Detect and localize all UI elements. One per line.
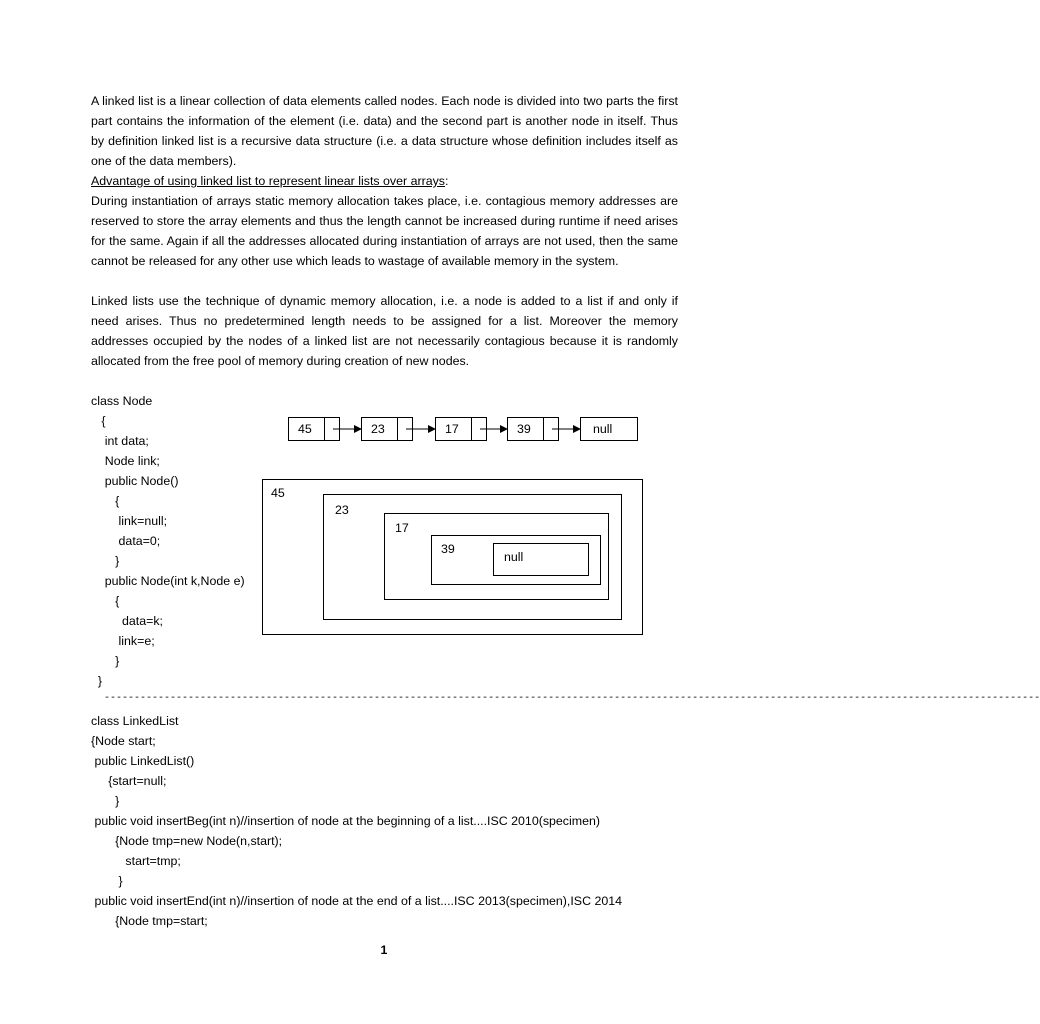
list-node xyxy=(507,417,559,441)
list-node-value: 17 xyxy=(445,422,459,436)
code-line: {Node tmp=new Node(n,start); xyxy=(91,834,283,848)
list-node-pointer xyxy=(471,418,486,440)
code-line: } xyxy=(91,654,120,668)
list-node-value: 23 xyxy=(371,422,385,436)
nested-label: 17 xyxy=(395,521,409,535)
list-node-pointer xyxy=(543,418,558,440)
list-node-value: 39 xyxy=(517,422,531,436)
code-line: } xyxy=(91,674,103,688)
list-node xyxy=(288,417,340,441)
list-node-pointer xyxy=(397,418,412,440)
code-line: start=tmp; xyxy=(91,854,181,868)
code-line: {Node tmp=start; xyxy=(91,914,208,928)
code-line: public void insertBeg(int n)//insertion of node at the beginning of a list....ISC 2010(specimen) xyxy=(91,814,600,828)
code-line: class LinkedList xyxy=(91,714,179,728)
nested-label: 23 xyxy=(335,503,349,517)
code-line: public void insertEnd(int n)//insertion of node at the end of a list....ISC 2013(specimen),ISC 2014 xyxy=(91,894,623,908)
code-line: public Node() xyxy=(91,474,179,488)
code-line: data=0; xyxy=(91,534,161,548)
page-number: 1 xyxy=(380,943,388,957)
list-node-value: 45 xyxy=(298,422,312,436)
code-line: { xyxy=(91,494,120,508)
code-line: { xyxy=(91,594,120,608)
code-line: link=null; xyxy=(91,514,168,528)
nested-label: 39 xyxy=(441,542,455,556)
code-line: public LinkedList() xyxy=(91,754,195,768)
list-node xyxy=(361,417,413,441)
code-line: { xyxy=(91,414,106,428)
code-line: } xyxy=(91,554,120,568)
code-line: int data; xyxy=(91,434,149,448)
code-line: {start=null; xyxy=(91,774,167,788)
section-separator: ------------------------------------------------------------------------------------------------------------------------------------------------------------ xyxy=(104,693,1040,704)
code-line: link=e; xyxy=(91,634,155,648)
advantage-heading xyxy=(91,171,678,191)
list-node-pointer xyxy=(324,418,339,440)
code-line: public Node(int k,Node e) xyxy=(91,574,245,588)
code-line: Node link; xyxy=(91,454,160,468)
code-line: class Node xyxy=(91,394,153,408)
intro-paragraph: A linked list is a linear collection of data elements called nodes. Each node is divided into two parts the first part contains the information of the element (i.e. data) and the second part is another node in itself. Thus by definition linked list is a recursive data structure (i.e. a data structure whose definition includes itself as one of the data members). xyxy=(91,94,678,168)
array-paragraph: During instantiation of arrays static memory allocation takes place, i.e. contagious memory addresses are reserved to store the array elements and thus the length cannot be increased during runtime if need arises for the same. Again if all the addresses allocated during instantiation of arrays are not used, then the same cannot be released for any other use which leads to wastage of available memory in the system. xyxy=(91,194,678,268)
list-null-node: null xyxy=(580,417,638,441)
code-line: {Node start; xyxy=(91,734,156,748)
code-line: } xyxy=(91,874,123,888)
code-line: data=k; xyxy=(91,614,163,628)
dynamic-memory-paragraph: Linked lists use the technique of dynamic memory allocation, i.e. a node is added to a list if and only if need arises. Thus no predetermined length needs to be assigned for a list. Moreover the memory addresses occupied by the nodes of a linked list are not necessarily contagious because it is randomly allocated from the free pool of memory during creation of new nodes. xyxy=(91,294,678,368)
nested-label: 45 xyxy=(271,486,285,500)
advantage-heading-colon: : xyxy=(445,174,449,188)
list-node xyxy=(435,417,487,441)
advantage-heading-text: Advantage of using linked list to represent linear lists over arrays xyxy=(91,174,445,188)
code-line: } xyxy=(91,794,120,808)
nested-null-label: null xyxy=(504,550,524,564)
